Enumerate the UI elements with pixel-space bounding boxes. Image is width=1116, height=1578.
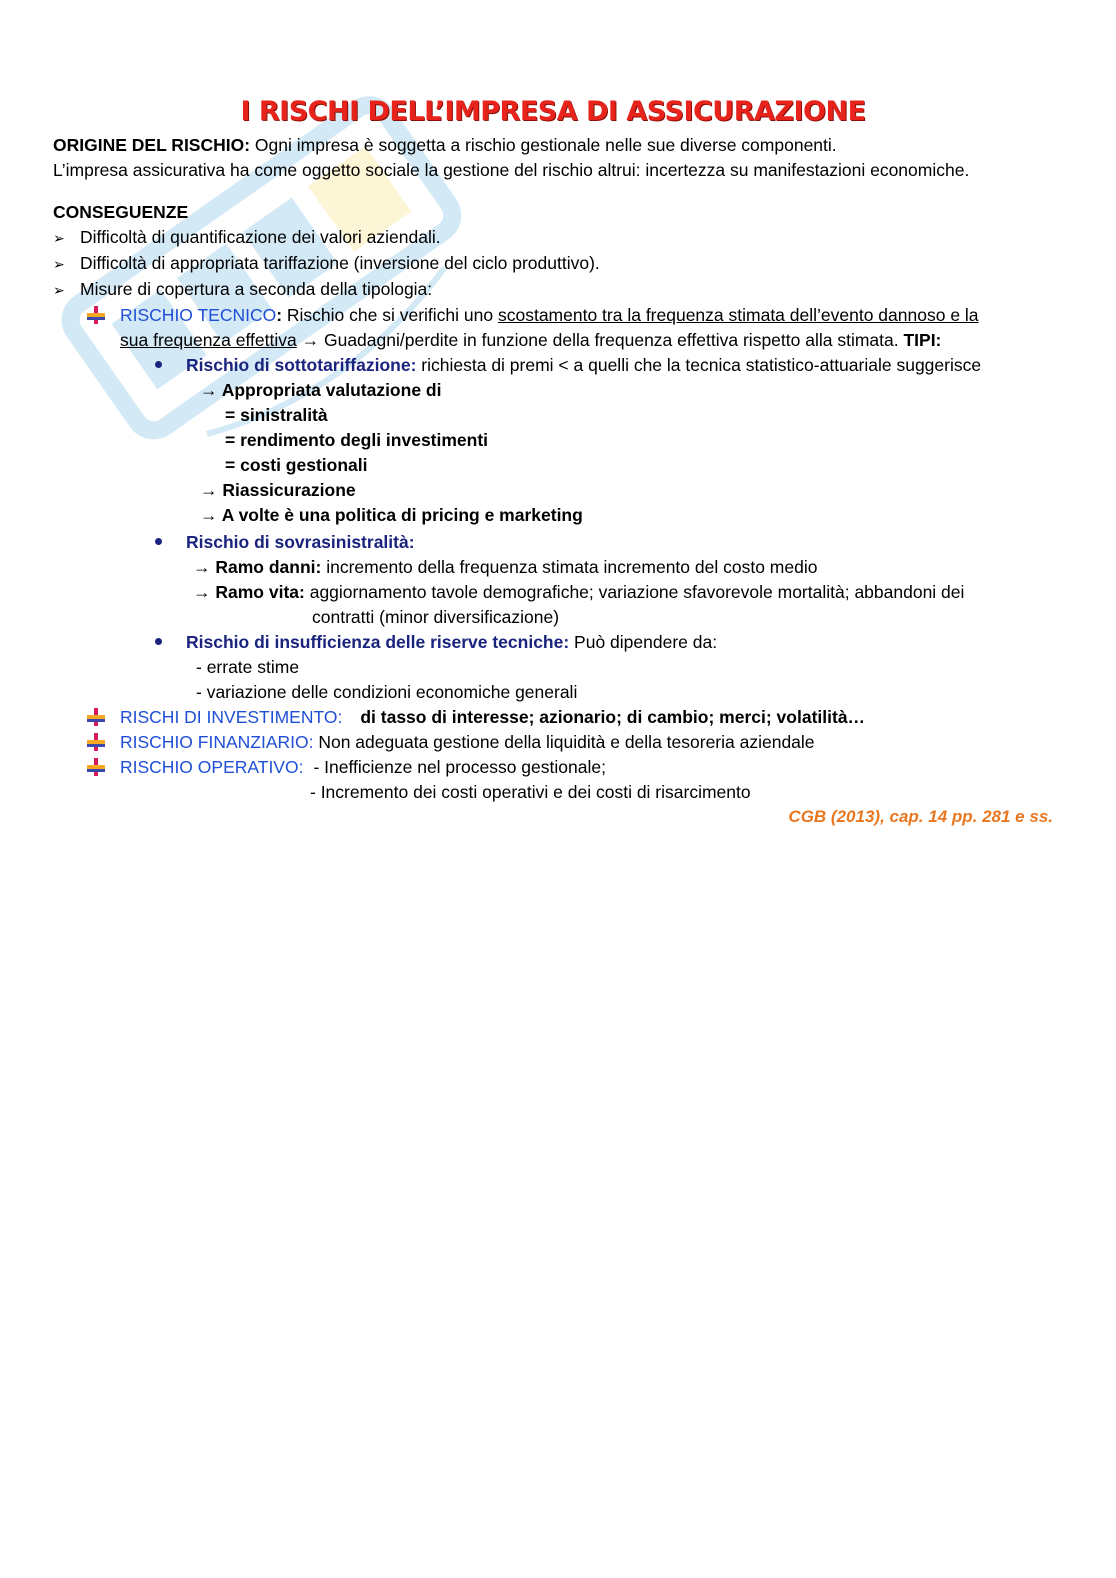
colored-plus-bullet-icon xyxy=(87,708,105,726)
colored-plus-bullet-icon xyxy=(87,733,105,751)
page-title: I RISCHI DELL’IMPRESA DI ASSICURAZIONE xyxy=(240,96,866,127)
list-item: ➢ Misure di copertura a seconda della tipologia: xyxy=(53,277,1053,303)
bullet-dot-icon xyxy=(155,538,162,545)
origine-line-2: L’impresa assicurativa ha come oggetto sociale la gestione del rischio altrui: incertezza su manifestazioni economiche. xyxy=(53,160,970,180)
finanziario-line: RISCHIO FINANZIARIO: Non adeguata gestione della liquidità e della tesoreria aziendale xyxy=(53,730,1053,755)
origine-label: ORIGINE DEL RISCHIO: xyxy=(53,135,251,155)
ramo-vita-line-2: contratti (minor diversificazione) xyxy=(312,607,560,627)
list-item: ➢ Difficoltà di quantificazione dei valori aziendali. xyxy=(53,225,1053,251)
arrowhead-bullet-icon: ➢ xyxy=(53,230,65,246)
citation: CGB (2013), cap. 14 pp. 281 e ss. xyxy=(788,807,1053,826)
operativo-line-2: - Incremento dei costi operativi e dei costi di risarcimento xyxy=(310,782,751,802)
sub-item: → Appropriata valutazione di xyxy=(200,380,442,400)
sub-item: → Riassicurazione xyxy=(200,480,356,500)
bullet-dot-icon xyxy=(155,361,162,368)
document-page xyxy=(53,96,1053,829)
list-item: ➢ Difficoltà di appropriata tariffazione (inversione del ciclo produttivo). xyxy=(53,251,1053,277)
sovrasinistralita-line: Rischio di sovrasinistralità: xyxy=(53,530,1053,555)
sub-item: = costi gestionali xyxy=(225,455,368,475)
rischio-tecnico-label: RISCHIO TECNICO xyxy=(120,305,277,325)
riserve-line: Rischio di insufficienza delle riserve tecniche: Può dipendere da: xyxy=(53,630,1053,655)
arrowhead-bullet-icon: ➢ xyxy=(53,282,65,298)
ramo-vita-line: → Ramo vita: aggiornamento tavole demografiche; variazione sfavorevole mortalità; abbandoni dei xyxy=(193,582,965,602)
sottotariffazione-line: Rischio di sottotariffazione: richiesta di premi < a quelli che la tecnica statistico-attuariale suggerisce xyxy=(53,353,1053,378)
ramo-danni-line: → Ramo danni: incremento della frequenza stimata incremento del costo medio xyxy=(193,557,818,577)
list-item: - errate stime xyxy=(196,657,300,677)
sub-item: = rendimento degli investimenti xyxy=(225,430,489,450)
origine-text: Ogni impresa è soggetta a rischio gestionale nelle sue diverse componenti. xyxy=(250,135,837,155)
investimento-line: RISCHI DI INVESTIMENTO: di tasso di interesse; azionario; di cambio; merci; volatilità… xyxy=(53,705,1053,730)
colored-plus-bullet-icon xyxy=(87,758,105,776)
operativo-line: RISCHIO OPERATIVO: - Inefficienze nel processo gestionale; xyxy=(53,755,1053,780)
rischio-tecnico-line-2: sua frequenza effettiva → Guadagni/perdite in funzione della frequenza effettiva rispetto alla stimata. TIPI: xyxy=(120,330,942,350)
origine-line xyxy=(53,133,1053,158)
bullet-dot-icon xyxy=(155,638,162,645)
list-item: - variazione delle condizioni economiche generali xyxy=(196,682,578,702)
sub-item: → A volte è una politica di pricing e marketing xyxy=(200,505,583,525)
colored-plus-bullet-icon xyxy=(87,306,105,324)
arrowhead-bullet-icon: ➢ xyxy=(53,256,65,272)
sub-item: = sinistralità xyxy=(225,405,328,425)
conseguenze-heading: CONSEGUENZE xyxy=(53,202,189,222)
rischio-tecnico-line: RISCHIO TECNICO: Rischio che si verifichi uno scostamento tra la frequenza stimata dell’evento dannoso e la xyxy=(53,303,1053,328)
